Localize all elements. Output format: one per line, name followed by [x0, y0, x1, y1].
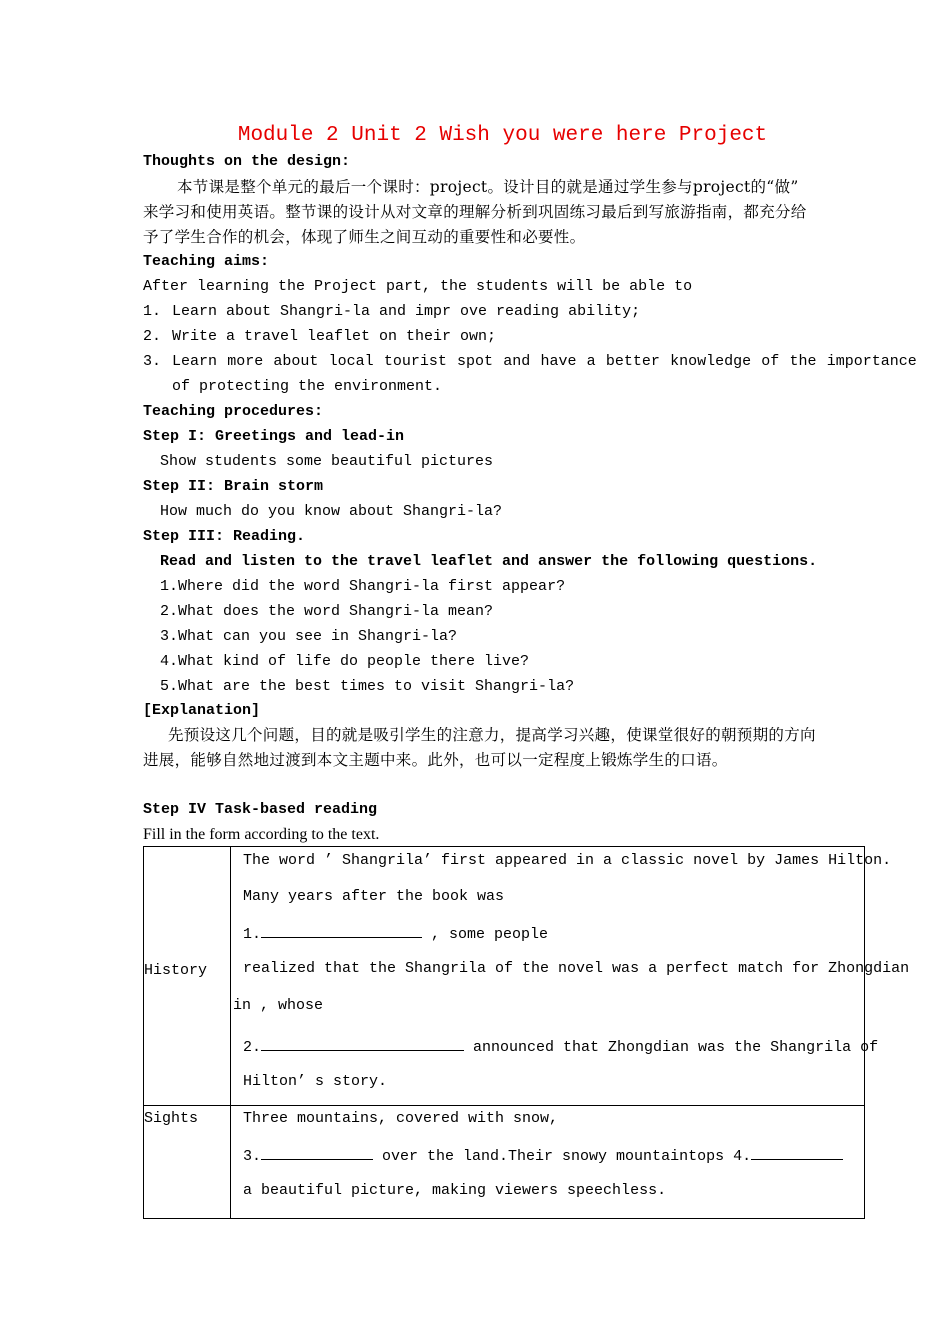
question-4: 4.What kind of life do people there live? [160, 653, 530, 670]
explanation-line-1: 先预设这几个问题，目的就是吸引学生的注意力，提高学习兴趣，使课堂很好的朝预期的方向 [168, 726, 816, 744]
thoughts-line-1: 本节课是整个单元的最后一个课时：project。设计目的就是通过学生参与project的“做” [177, 178, 799, 196]
sights-content-cell [231, 1106, 865, 1219]
aims-item-text: Learn more about local tourist spot and have a better knowledge of the importance [172, 353, 917, 370]
history-line-5: in , whose [233, 997, 324, 1014]
question-1: 1.Where did the word Shangri-la first appear? [160, 578, 566, 595]
table-row [144, 847, 865, 1106]
question-2: 2.What does the word Shangri-la mean? [160, 603, 494, 620]
step-3-instruction: Read and listen to the travel leaflet and answer the following questions. [160, 553, 818, 570]
aims-item-text: Write a travel leaflet on their own; [172, 328, 497, 345]
sights-label: Sights [144, 1110, 199, 1127]
blank-number: 1. [243, 926, 262, 943]
sights-line-1: Three mountains, covered with snow, [243, 1110, 559, 1127]
history-label-cell [144, 847, 231, 1106]
answer-blank-1[interactable] [261, 923, 422, 938]
aims-item-1 [143, 302, 641, 322]
step-2-text: How much do you know about Shangri-la? [160, 503, 503, 520]
aims-item-number: 3. [143, 353, 162, 370]
aims-item-number: 1. [143, 303, 162, 320]
aims-item-3 [143, 352, 917, 372]
step-1-text: Show students some beautiful pictures [160, 453, 494, 470]
explanation-heading: [Explanation] [143, 702, 261, 719]
step-4-title: Step IV Task-based reading [143, 801, 378, 818]
aims-item-2 [143, 327, 497, 347]
history-line-6-text: announced that Zhongdian was the Shangrila of [464, 1039, 879, 1056]
history-line-1: The word ’ Shangrila’ first appeared in a classic novel by James Hilton. [243, 852, 892, 869]
aims-intro: After learning the Project part, the students will be able to [143, 278, 693, 295]
question-3: 3.What can you see in Shangri-la? [160, 628, 458, 645]
task-reading-form [143, 846, 910, 1219]
history-line-7: Hilton’ s story. [243, 1073, 388, 1090]
history-line-3-text: , some people [422, 926, 549, 943]
history-line-2: Many years after the book was [243, 888, 505, 905]
history-label: History [144, 962, 208, 979]
blank-number: 3. [243, 1148, 262, 1165]
history-line-6 [243, 1036, 878, 1058]
aims-item-number: 2. [143, 328, 162, 345]
page-title: Module 2 Unit 2 Wish you were here Project [237, 124, 768, 147]
answer-blank-4[interactable] [751, 1145, 843, 1160]
history-line-4: realized that the Shangrila of the novel was a perfect match for Zhongdian [243, 960, 910, 977]
sights-label-cell [144, 1106, 231, 1219]
answer-blank-2[interactable] [261, 1036, 464, 1051]
sights-line-2-text: over the land.Their snowy mountaintops 4. [373, 1148, 752, 1165]
thoughts-heading: Thoughts on the design: [143, 153, 351, 170]
thoughts-line-2: 来学习和使用英语。整节课的设计从对文章的理解分析到巩固练习最后到写旅游指南，都充分给 [143, 203, 807, 221]
sights-line-3: a beautiful picture, making viewers speechless. [243, 1182, 667, 1199]
step-1-title: Step I: Greetings and lead-in [143, 428, 405, 445]
explanation-line-2: 进展，能够自然地过渡到本文主题中来。此外，也可以一定程度上锻炼学生的口语。 [143, 751, 728, 769]
table-row [144, 1106, 865, 1219]
aims-item-text: Learn about Shangri-la and impr ove reading ability; [172, 303, 641, 320]
blank-number: 2. [243, 1039, 262, 1056]
step-3-title: Step III: Reading. [143, 528, 306, 545]
aims-heading: Teaching aims: [143, 253, 270, 270]
step-2-title: Step II: Brain storm [143, 478, 324, 495]
aims-item-3-continued: of protecting the environment. [172, 378, 443, 395]
thoughts-line-3: 予了学生合作的机会，体现了师生之间互动的重要性和必要性。 [143, 228, 586, 246]
step-4-instruction: Fill in the form according to the text. [143, 826, 380, 843]
answer-blank-3[interactable] [261, 1145, 373, 1160]
history-line-3 [243, 923, 548, 945]
history-content-cell [231, 847, 910, 1106]
question-5: 5.What are the best times to visit Shangri-la? [160, 678, 575, 695]
sights-line-2 [243, 1145, 843, 1167]
procedures-heading: Teaching procedures: [143, 403, 324, 420]
